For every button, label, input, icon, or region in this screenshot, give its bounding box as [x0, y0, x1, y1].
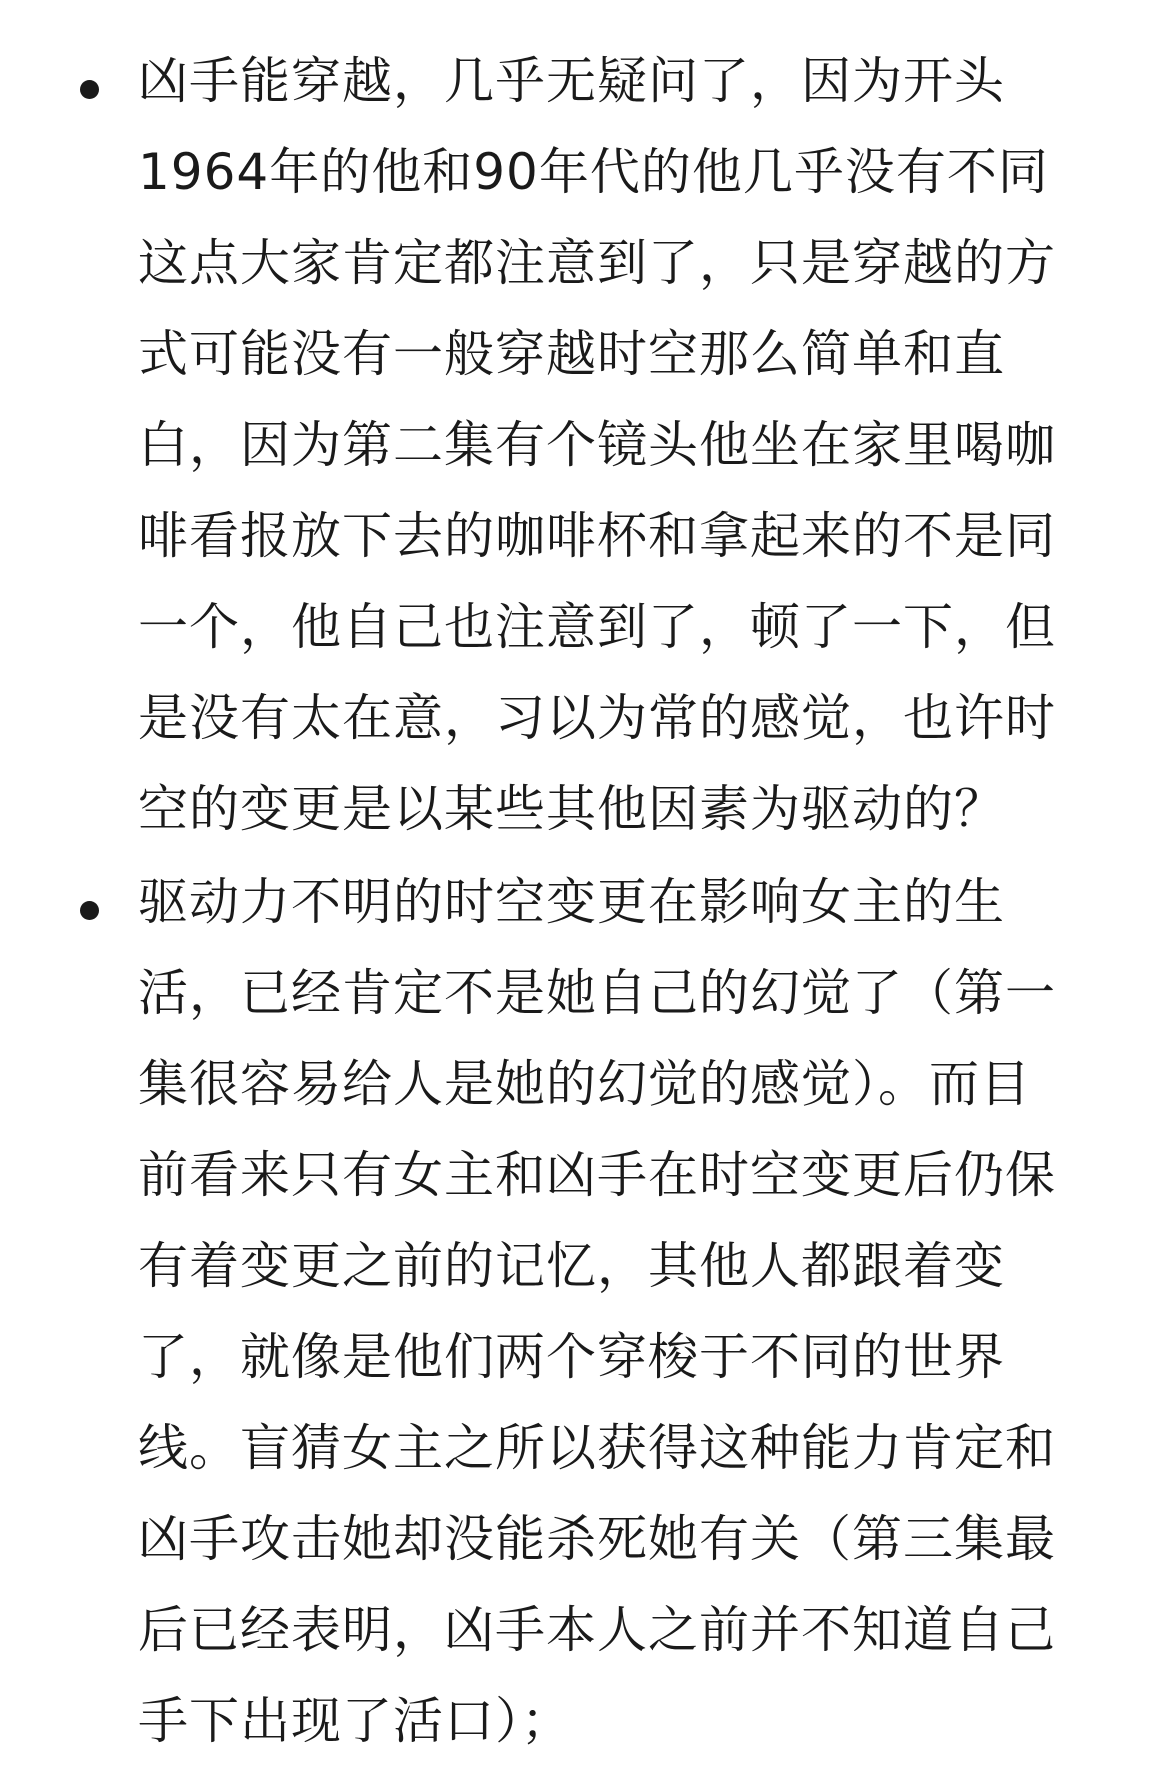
- bullet-icon: [80, 901, 99, 920]
- bullet-icon: [80, 80, 99, 99]
- list-item: [0, 857, 1088, 1767]
- list-item: [0, 36, 1088, 855]
- list-item-text: 驱动力不明的时空变更在影响女主的生 活，已经肯定不是她自己的幻觉了（第一 集很容易给人是她的幻觉的感觉）。而目 前看来只有女主和凶手在时空变更后仍保 有着变更之前的记忆，其他人都跟着变 了，就像是他们两个穿梭于不同的世界 线。盲猜女主之所以获得这种能力肯定和 凶手攻击她却没能杀死她有关（第三集最 后已经表明，凶手本人之前并不知道自己 手下出现了活口）；: [138, 873, 1056, 1750]
- list-item-text: 凶手能穿越，几乎无疑问了，因为开头 1964年的他和90年代的他几乎没有不同 这点大家肯定都注意到了，只是穿越的方 式可能没有一般穿越时空那么简单和直 白，因为第二集有个镜头他坐在家里喝咖 啡看报放下去的咖啡杯和拿起来的不是同 一个，他自己也注意到了，顿了一下，但 是没有太在意，习以为常的感觉，也许时 空的变更是以某些其他因素为驱动的？: [138, 52, 1056, 838]
